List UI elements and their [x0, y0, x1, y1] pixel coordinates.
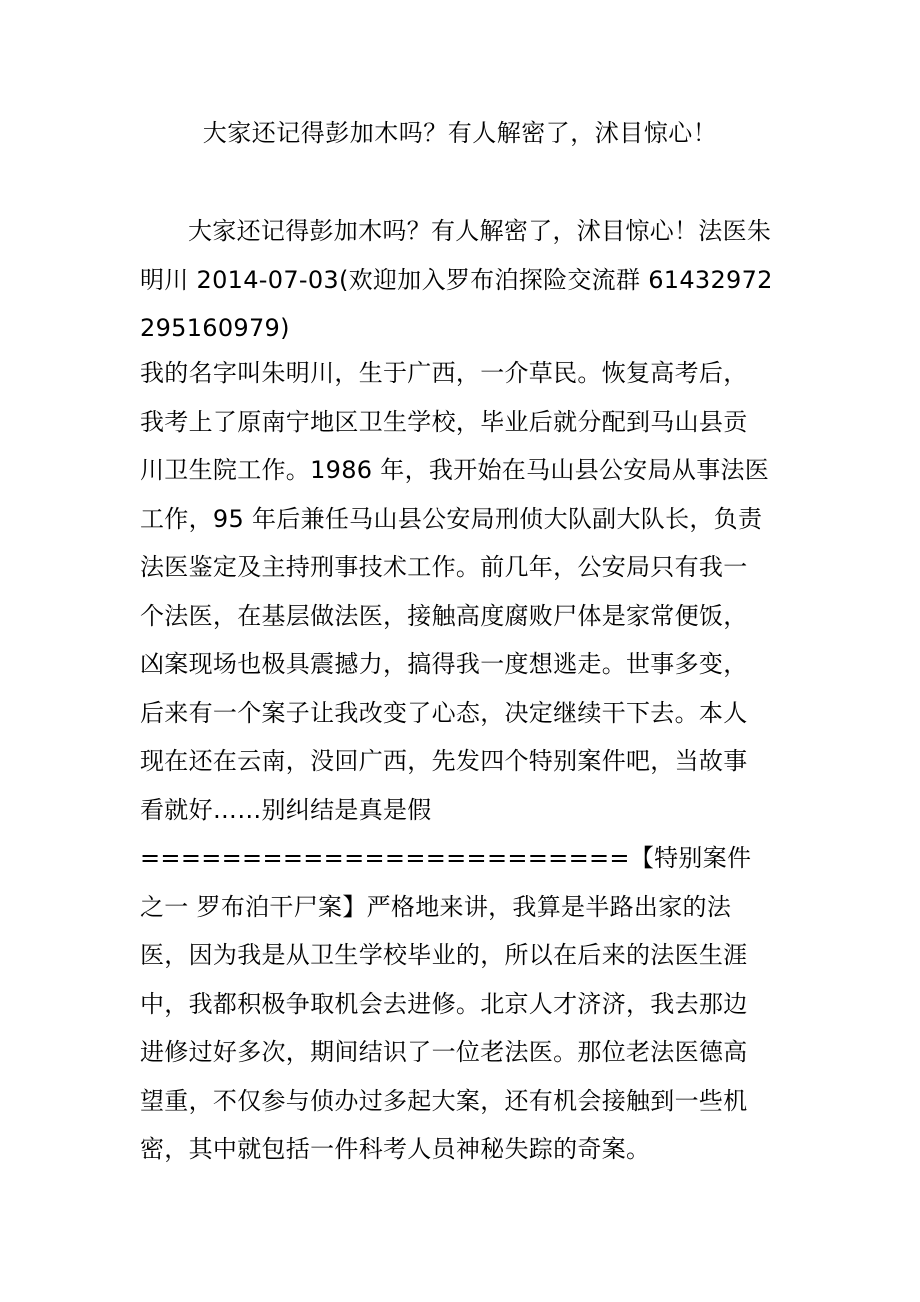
document-title: 大家还记得彭加木吗？有人解密了，沭目惊心！ [202, 119, 718, 147]
lead-paragraph: 大家还记得彭加木吗？有人解密了，沭目惊心！法医朱明川 2014-07-03(欢迎加入罗布泊探险交流群 61432972 295160979) [140, 217, 773, 342]
body-paragraph-1: 我的名字叫朱明川，生于广西，一介草民。恢复高考后，我考上了原南宁地区卫生学校，毕业后就分配到马山县贡川卫生院工作。1986 年，我开始在马山县公安局从事法医工作，95 年后兼任马山县公安局刑侦大队副大队长，负责法医鉴定及主持刑事技术工作。前几年，公安局只有我一个法医，在基层做法医，接触高度腐败尸体是家常便饭，凶案现场也极具震撼力，搞得我一度想逃走。世事多变，后来有一个案子让我改变了心态，决定继续干下去。本人现在还在云南，没回广西，先发四个特别案件吧，当故事看就好……别纠结是真是假 [140, 359, 770, 824]
body-paragraph-2: ========================【特别案件之一 罗布泊干尸案】严格地来讲，我算是半路出家的法医，因为我是从卫生学校毕业的，所以在后来的法医生涯中，我都积极争取机会去进修。北京人才济济，我去那边进修过好多次，期间结识了一位老法医。那位老法医德高望重，不仅参与侦办过多起大案，还有机会接触到一些机密，其中就包括一件科考人员神秘失踪的奇案。 [140, 844, 752, 1163]
